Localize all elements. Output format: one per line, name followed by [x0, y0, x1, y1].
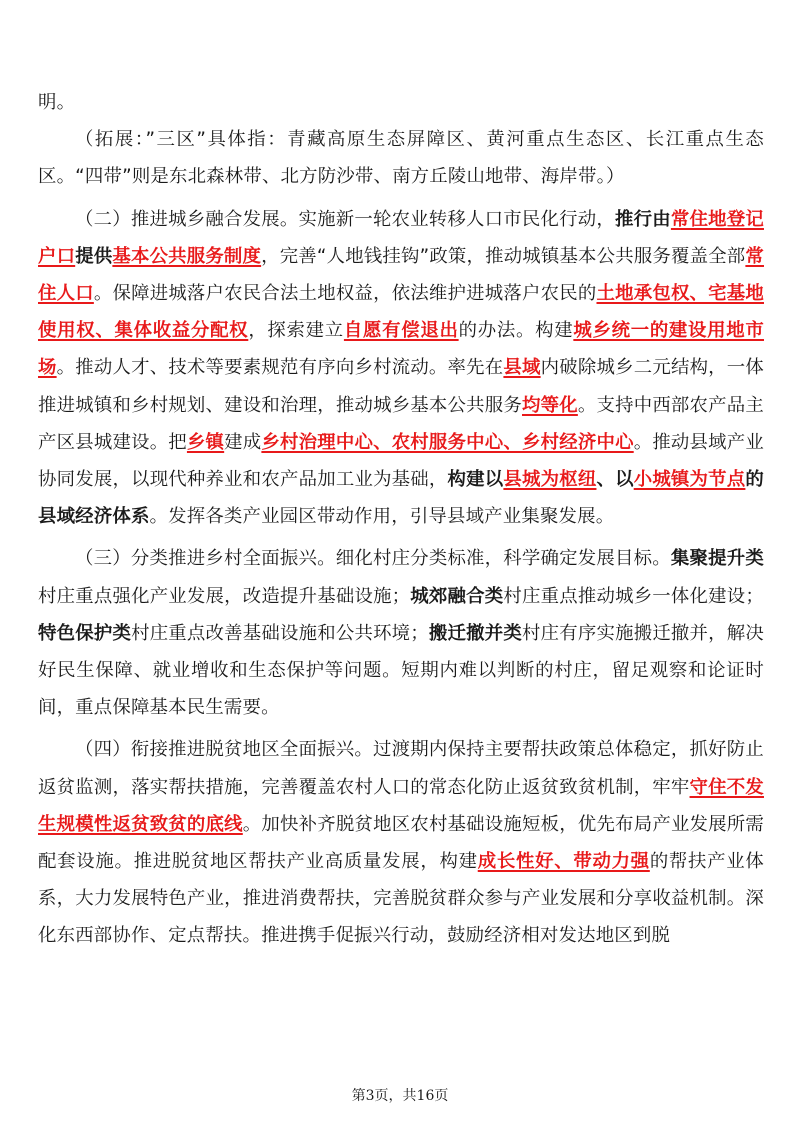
- highlight-text: 县城为枢纽: [503, 469, 597, 491]
- bold-text: 推行由: [615, 208, 671, 230]
- body-text: 村庄重点强化产业发展，改造提升基础设施；: [38, 585, 411, 607]
- body-text: 内破除城乡二元结构，一体推进城镇和乡村规划、建设和治理，推动城乡基本公共服务: [38, 357, 765, 416]
- body-text: 的办法。构建: [458, 320, 574, 342]
- highlight-text: 常住人口: [38, 245, 764, 305]
- highlight-text: 土地承包权、宅基地使用权、集体收益分配权: [38, 283, 764, 342]
- highlight-text: 成长性好、带动力强: [477, 851, 650, 873]
- body-text: ，探索建立: [248, 320, 344, 342]
- body-text: 。发挥各类产业园区带动作用，引导县域产业集聚发展。: [149, 506, 615, 528]
- paragraph-2: [38, 201, 764, 536]
- body-text: （四）衔接推进脱贫地区全面振兴。过渡期内保持主要帮扶政策总体稳定，抓好防止返贫监测，落实帮扶措施，完善覆盖农村人口的常态化防止返贫致贫机制，牢牢: [38, 739, 764, 798]
- highlight-text: 乡镇: [186, 431, 225, 453]
- bold-text: 构建以: [447, 469, 504, 491]
- highlight-text: 乡村治理中心、农村服务中心、乡村经济中心: [261, 431, 634, 453]
- paragraph-0: [38, 84, 764, 121]
- body-text: 。推动人才、技术等要素规范有序向乡村流动。率先在: [56, 357, 504, 379]
- bold-text: 的县域经济体系: [38, 469, 764, 528]
- body-text: 村庄有序实施搬迁撤并，解决好民生保障、就业增收和生态保护等问题。短期内难以判断的村庄，留足观察和论证时间，重点保障基本民生需要。: [38, 622, 764, 719]
- body-text: （二）推进城乡融合发展。实施新一轮农业转移人口市民化行动，: [75, 208, 616, 230]
- highlight-text: 均等化: [522, 394, 578, 416]
- highlight-text: 常住地登记户口: [38, 208, 764, 267]
- bold-text: 、以: [596, 469, 634, 491]
- body-text: 建成: [224, 431, 262, 453]
- body-text: 村庄重点改善基础设施和公共环境；: [131, 622, 429, 644]
- bold-text: 特色保护类: [38, 622, 132, 644]
- highlight-text: 城乡统一的建设用地市场: [38, 320, 764, 379]
- body-text: 村庄重点推动城乡一体化建设；: [503, 585, 764, 607]
- body-text: ，完善“人地钱挂钩”政策，推动城镇基本公共服务覆盖全部: [261, 245, 746, 267]
- paragraph-1: [38, 121, 764, 195]
- body-text: 。支持中西部农产品主产区县城建设。把: [38, 394, 764, 453]
- body-text: 明。: [38, 92, 76, 113]
- bold-text: 搬迁撤并类: [428, 622, 523, 644]
- paragraph-4: [38, 731, 764, 954]
- bold-text: 集聚提升类: [670, 548, 764, 570]
- body-text: 。加快补齐脱贫地区农村基础设施短板，优先布局产业发展所需配套设施。推进脱贫地区帮扶产业高质量发展，构建: [38, 813, 764, 873]
- highlight-text: 基本公共服务制度: [112, 245, 262, 267]
- highlight-text: 自愿有偿退出: [343, 320, 459, 342]
- paragraph-3: [38, 540, 764, 726]
- document-body: [38, 84, 764, 955]
- highlight-text: 小城镇为节点: [633, 469, 746, 491]
- bold-text: 提供: [75, 245, 113, 267]
- page-footer: 第3页，共16页: [351, 1088, 449, 1104]
- body-text: （三）分类推进乡村全面振兴。细化村庄分类标准，科学确定发展目标。: [75, 548, 671, 570]
- body-text: 。推动县域产业协同发展，以现代种养业和农产品加工业为基础，: [38, 431, 764, 491]
- highlight-text: 守住不发生规模性返贫致贫的底线: [38, 776, 764, 835]
- body-text: （拓展：”三区”具体指：青藏高原生态屏障区、黄河重点生态区、长江重点生态区。“四带”则是东北森林带、北方防沙带、南方丘陵山地带、海岸带。）: [38, 129, 764, 188]
- body-text: 。保障进城落户农民合法土地权益，依法维护进城落户农民的: [93, 283, 597, 305]
- body-text: 的帮扶产业体系，大力发展特色产业，推进消费帮扶，完善脱贫群众参与产业发展和分享收益机制。深化东西部协作、定点帮扶。推进携手促振兴行动，鼓励经济相对发达地区到脱: [38, 851, 764, 947]
- bold-text: 城郊融合类: [410, 585, 504, 607]
- highlight-text: 县域: [503, 357, 541, 379]
